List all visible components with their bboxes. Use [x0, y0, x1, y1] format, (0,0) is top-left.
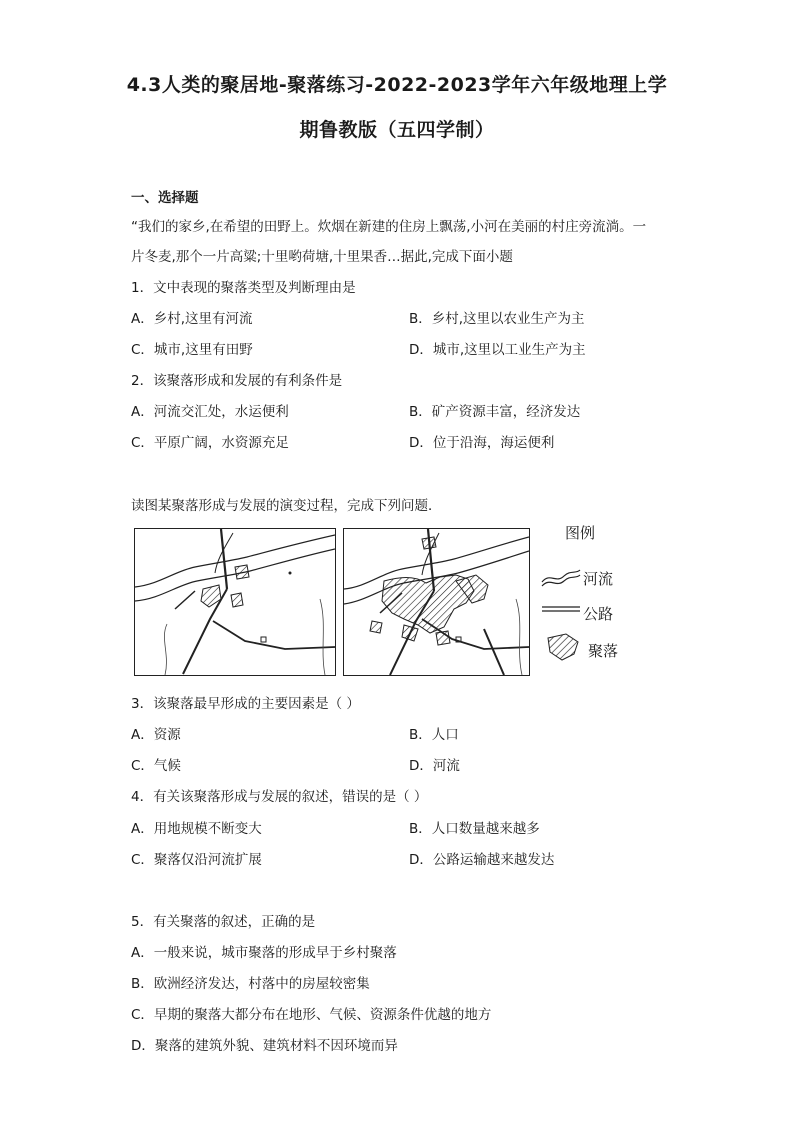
q5-option-a: A．一般来说，城市聚落的形成早于乡村聚落	[131, 945, 397, 961]
q2-option-a: A．河流交汇处，水运便利	[131, 404, 289, 420]
q2-option-d: D．位于沿海，海运便利	[409, 435, 555, 451]
settlement-map-developed-drawing	[344, 529, 529, 675]
q5-option-c: C．早期的聚落大都分布在地形、气候、资源条件优越的地方	[131, 1007, 492, 1023]
q1-option-d: D．城市,这里以工业生产为主	[409, 342, 586, 358]
legend-river-label: 河流	[583, 570, 614, 588]
passage-line-2: 片冬麦,那个一片高粱;十里哟荷塘,十里果香…据此,完成下面小题	[131, 249, 513, 265]
section-heading: 一、选择题	[131, 190, 199, 206]
document-title-line1: 4.3人类的聚居地-聚落练习-2022-2023学年六年级地理上学	[126, 74, 668, 96]
q2-option-c: C．平原广阔，水资源充足	[131, 435, 289, 451]
q5-option-d: D．聚落的建筑外貌、建筑材料不因环境而异	[131, 1038, 398, 1054]
q2-stem: 2．该聚落形成和发展的有利条件是	[131, 373, 343, 389]
q4-stem: 4．有关该聚落形成与发展的叙述，错误的是（ ）	[131, 789, 428, 805]
q3-option-b: B．人口	[409, 727, 459, 743]
q3-option-a: A．资源	[131, 727, 181, 743]
q1-stem: 1．文中表现的聚落类型及判断理由是	[131, 280, 356, 296]
settlement-legend-icon	[544, 632, 580, 662]
q3-stem: 3．该聚落最早形成的主要因素是（ ）	[131, 696, 360, 712]
q3-option-c: C．气候	[131, 758, 181, 774]
q5-stem: 5．有关聚落的叙述，正确的是	[131, 914, 316, 930]
road-legend-icon	[541, 603, 581, 615]
river-legend-icon	[540, 566, 582, 588]
q1-option-a: A．乡村,这里有河流	[131, 311, 253, 327]
passage-line-1: “我们的家乡,在希望的田野上。炊烟在新建的住房上飘荡,小河在美丽的村庄旁流淌。一	[131, 219, 647, 235]
settlement-map-early-drawing	[135, 529, 335, 675]
settlement-map-early	[134, 528, 336, 676]
legend-title: 图例	[565, 524, 596, 542]
q4-option-a: A．用地规模不断变大	[131, 821, 262, 837]
q3-option-d: D．河流	[409, 758, 460, 774]
q2-option-b: B．矿产资源丰富，经济发达	[409, 404, 581, 420]
settlement-map-developed	[343, 528, 530, 676]
figure-intro: 读图某聚落形成与发展的演变过程，完成下列问题．	[131, 498, 442, 514]
q4-option-d: D．公路运输越来越发达	[409, 852, 555, 868]
q4-option-b: B．人口数量越来越多	[409, 821, 540, 837]
q5-option-b: B．欧洲经济发达，村落中的房屋较密集	[131, 976, 370, 992]
q1-option-c: C．城市,这里有田野	[131, 342, 253, 358]
document-title-line2: 期鲁教版（五四学制）	[299, 119, 495, 141]
legend-settlement-label: 聚落	[588, 642, 619, 660]
legend-road-label: 公路	[583, 605, 614, 623]
q4-option-c: C．聚落仅沿河流扩展	[131, 852, 262, 868]
q1-option-b: B．乡村,这里以农业生产为主	[409, 311, 585, 327]
